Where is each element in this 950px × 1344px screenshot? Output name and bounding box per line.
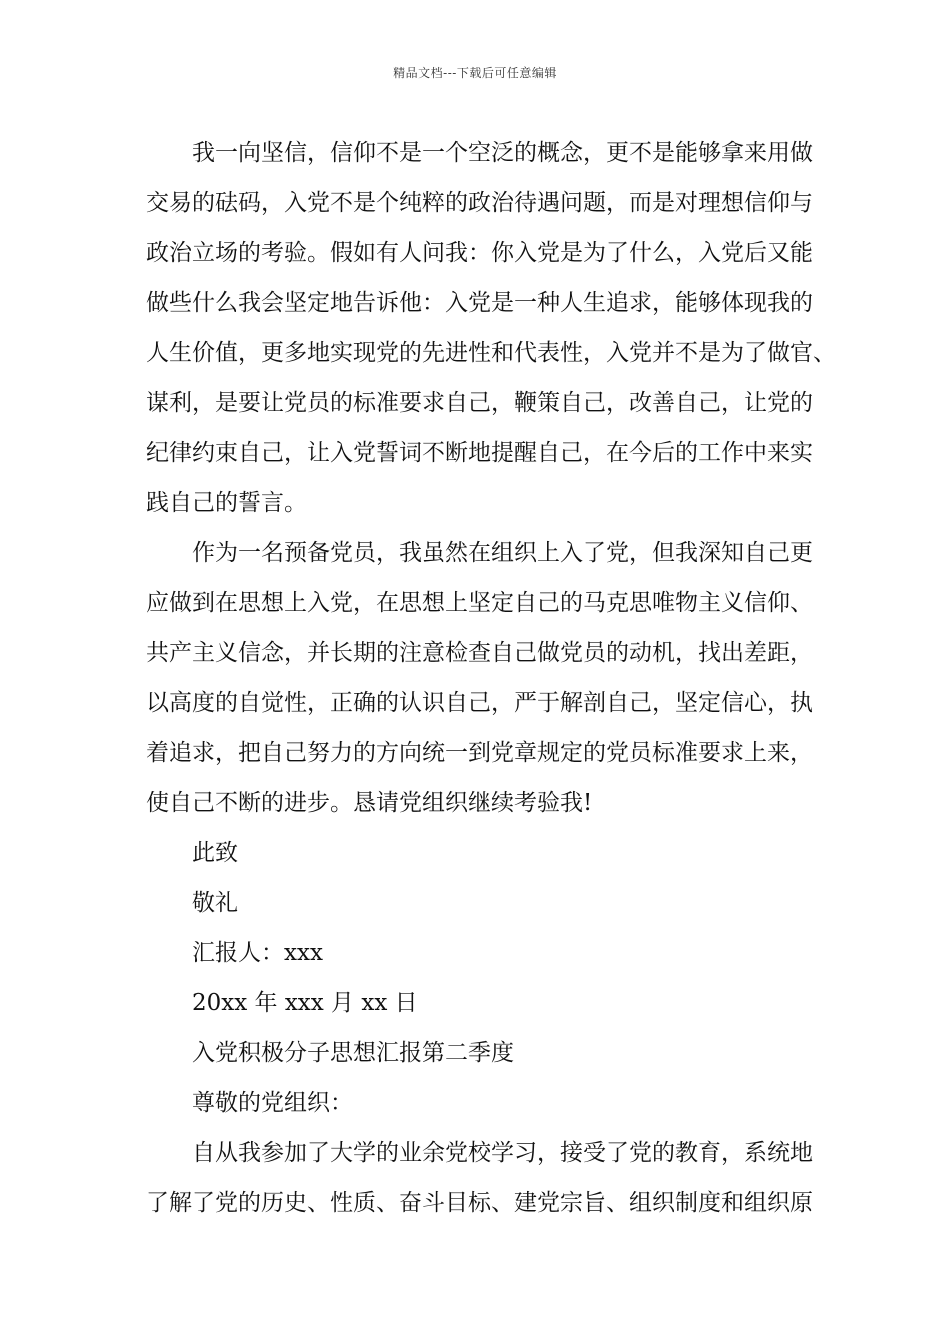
text-line: 自从我参加了大学的业余党校学习，接受了党的教育，系统地 xyxy=(192,1140,813,1166)
text-line: 人生价值，更多地实现党的先进性和代表性，入党并不是为了做官、 xyxy=(146,340,836,366)
text-line: 汇报人：xxx xyxy=(192,940,323,966)
text-line: 20xx 年 xxx 月 xx 日 xyxy=(192,990,418,1016)
text-line: 以高度的自觉性，正确的认识自己，严于解剖自己，坚定信心，执 xyxy=(146,690,813,716)
text-line: 着追求，把自己努力的方向统一到党章规定的党员标准要求上来， xyxy=(146,740,813,766)
text-line: 作为一名预备党员，我虽然在组织上入了党，但我深知自己更 xyxy=(192,540,813,566)
text-line: 我一向坚信，信仰不是一个空泛的概念，更不是能够拿来用做 xyxy=(192,140,813,166)
text-line: 尊敬的党组织： xyxy=(192,1090,353,1116)
text-line: 纪律约束自己，让入党誓词不断地提醒自己，在今后的工作中来实 xyxy=(146,440,813,466)
text-line: 了解了党的历史、性质、奋斗目标、建党宗旨、组织制度和组织原 xyxy=(146,1190,813,1216)
text-line: 应做到在思想上入党，在思想上坚定自己的马克思唯物主义信仰、 xyxy=(146,590,813,616)
text-line: 交易的砝码，入党不是个纯粹的政治待遇问题，而是对理想信仰与 xyxy=(146,190,813,216)
text-line: 践自己的誓言。 xyxy=(146,490,307,516)
text-line: 此致 xyxy=(192,840,238,866)
text-line: 做些什么我会坚定地告诉他：入党是一种人生追求，能够体现我的 xyxy=(146,290,813,316)
page-header: 精品文档---下载后可任意编辑 xyxy=(393,66,557,80)
text-line: 敬礼 xyxy=(192,890,238,916)
document-body xyxy=(146,128,836,1228)
text-line: 入党积极分子思想汇报第二季度 xyxy=(192,1040,514,1066)
text-line: 谋利，是要让党员的标准要求自己，鞭策自己，改善自己，让党的 xyxy=(146,390,813,416)
text-line: 共产主义信念，并长期的注意检查自己做党员的动机，找出差距， xyxy=(146,640,813,666)
text-line: 使自己不断的进步。恳请党组织继续考验我! xyxy=(146,790,593,816)
text-line: 政治立场的考验。假如有人问我：你入党是为了什么，入党后又能 xyxy=(146,240,813,266)
